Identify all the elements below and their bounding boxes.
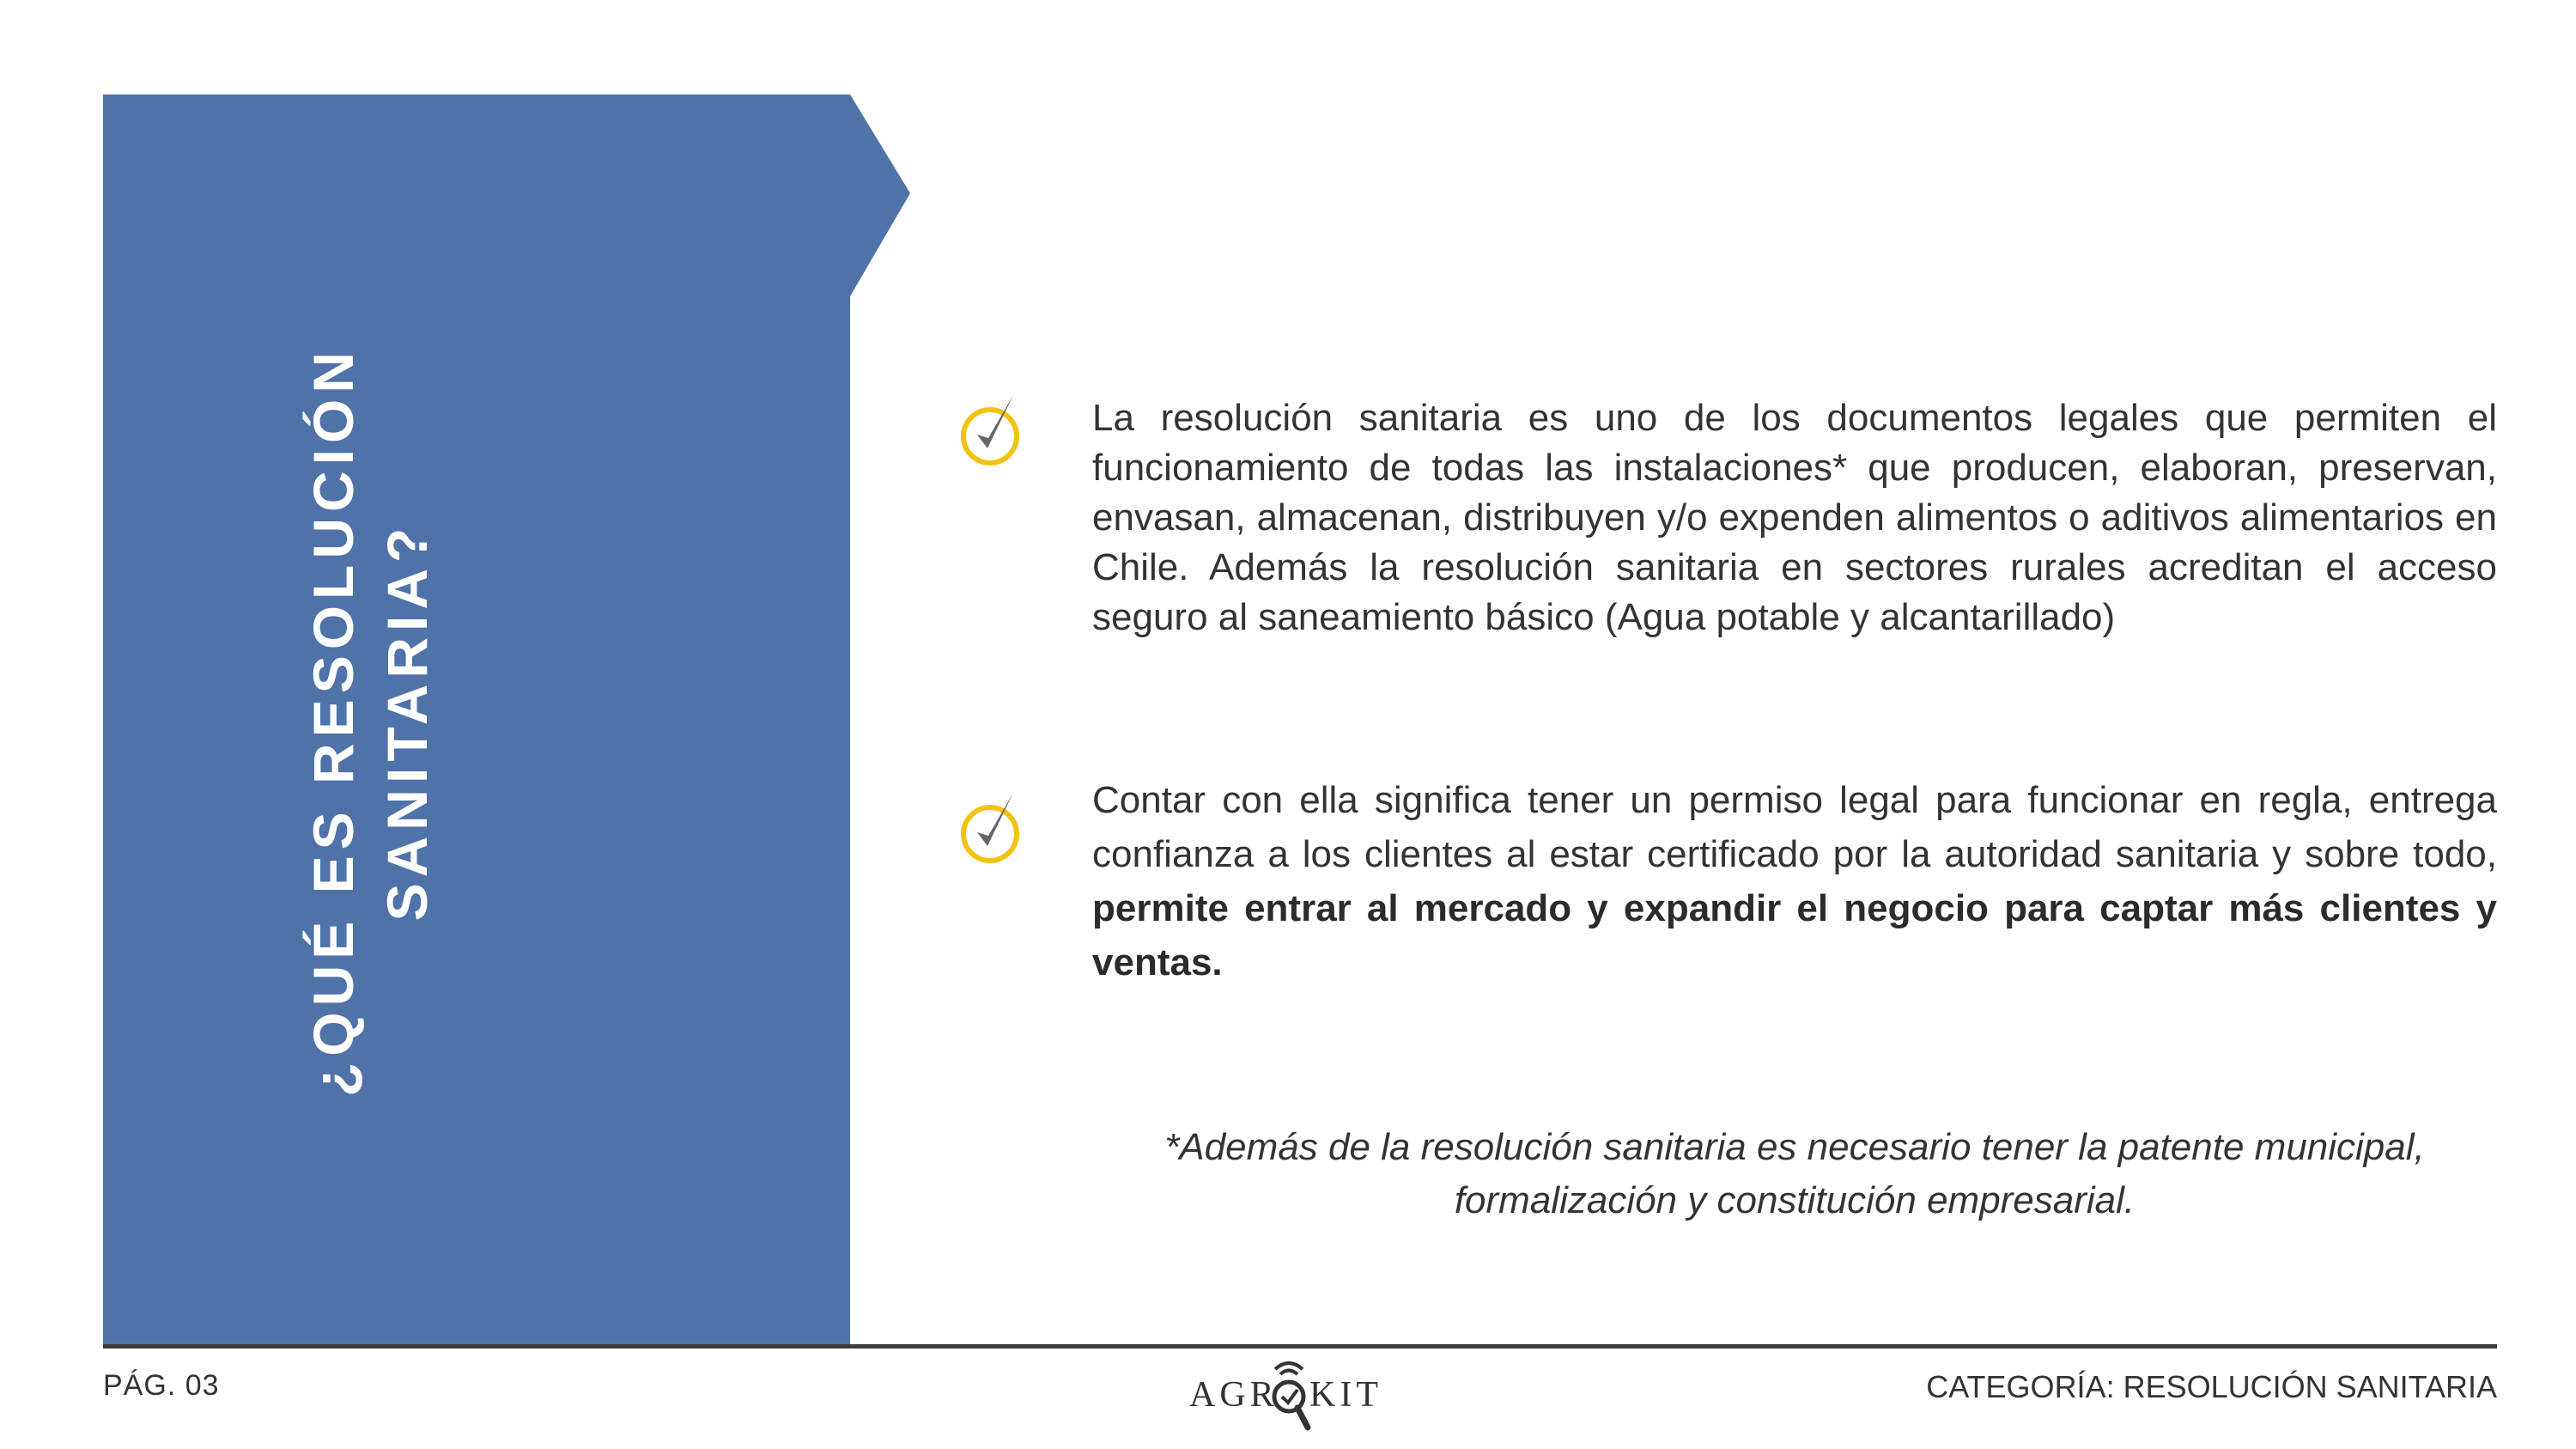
- banner-shape: [0, 0, 945, 1357]
- bullet-paragraph-2-bold: permite entrar al mercado y expandir el negocio para captar más clientes y ventas.: [1092, 887, 2497, 983]
- page-number: PÁG. 03: [103, 1369, 220, 1402]
- check-circle-icon: [953, 786, 1030, 863]
- footnote: *Además de la resolución sanitaria es necesario tener la patente municipal, formalización y constitución empresarial.: [1164, 1126, 2425, 1221]
- bullet-paragraph-2: [1092, 773, 2497, 989]
- logo-text-right: KIT: [1309, 1375, 1382, 1415]
- agrokit-logo: [1189, 1355, 1382, 1441]
- banner-title-line1: ¿QUÉ ES RESOLUCIÓN: [301, 345, 365, 1098]
- title-banner: [0, 0, 945, 1357]
- banner-title-line2: SANITARIA?: [375, 521, 439, 922]
- category-label: CATEGORÍA: RESOLUCIÓN SANITARIA: [1926, 1369, 2497, 1404]
- magnifier-signal-icon: [1263, 1355, 1315, 1441]
- check-circle-icon: [953, 388, 1030, 466]
- banner-title: [296, 292, 439, 1151]
- logo-text-left: AGR: [1189, 1375, 1279, 1415]
- footer-divider: [103, 1344, 2497, 1349]
- bullet-paragraph-2-plain: Contar con ella significa tener un permiso legal para funcionar en regla, entrega confianza a los clientes al estar certificado por la autoridad sanitaria y sobre todo,: [1092, 779, 2497, 875]
- bullet-paragraph-1: La resolución sanitaria es uno de los documentos legales que permiten el funcionamiento de todas las instalaciones* que producen, elaboran, preservan, envasan, almacenan, distribuyen y/o expenden alimentos o aditivos alimentarios en Chile. Además la resolución sanitaria en sectores rurales acreditan el acceso seguro al saneamiento básico (Agua potable y alcantarillado): [1092, 397, 2497, 638]
